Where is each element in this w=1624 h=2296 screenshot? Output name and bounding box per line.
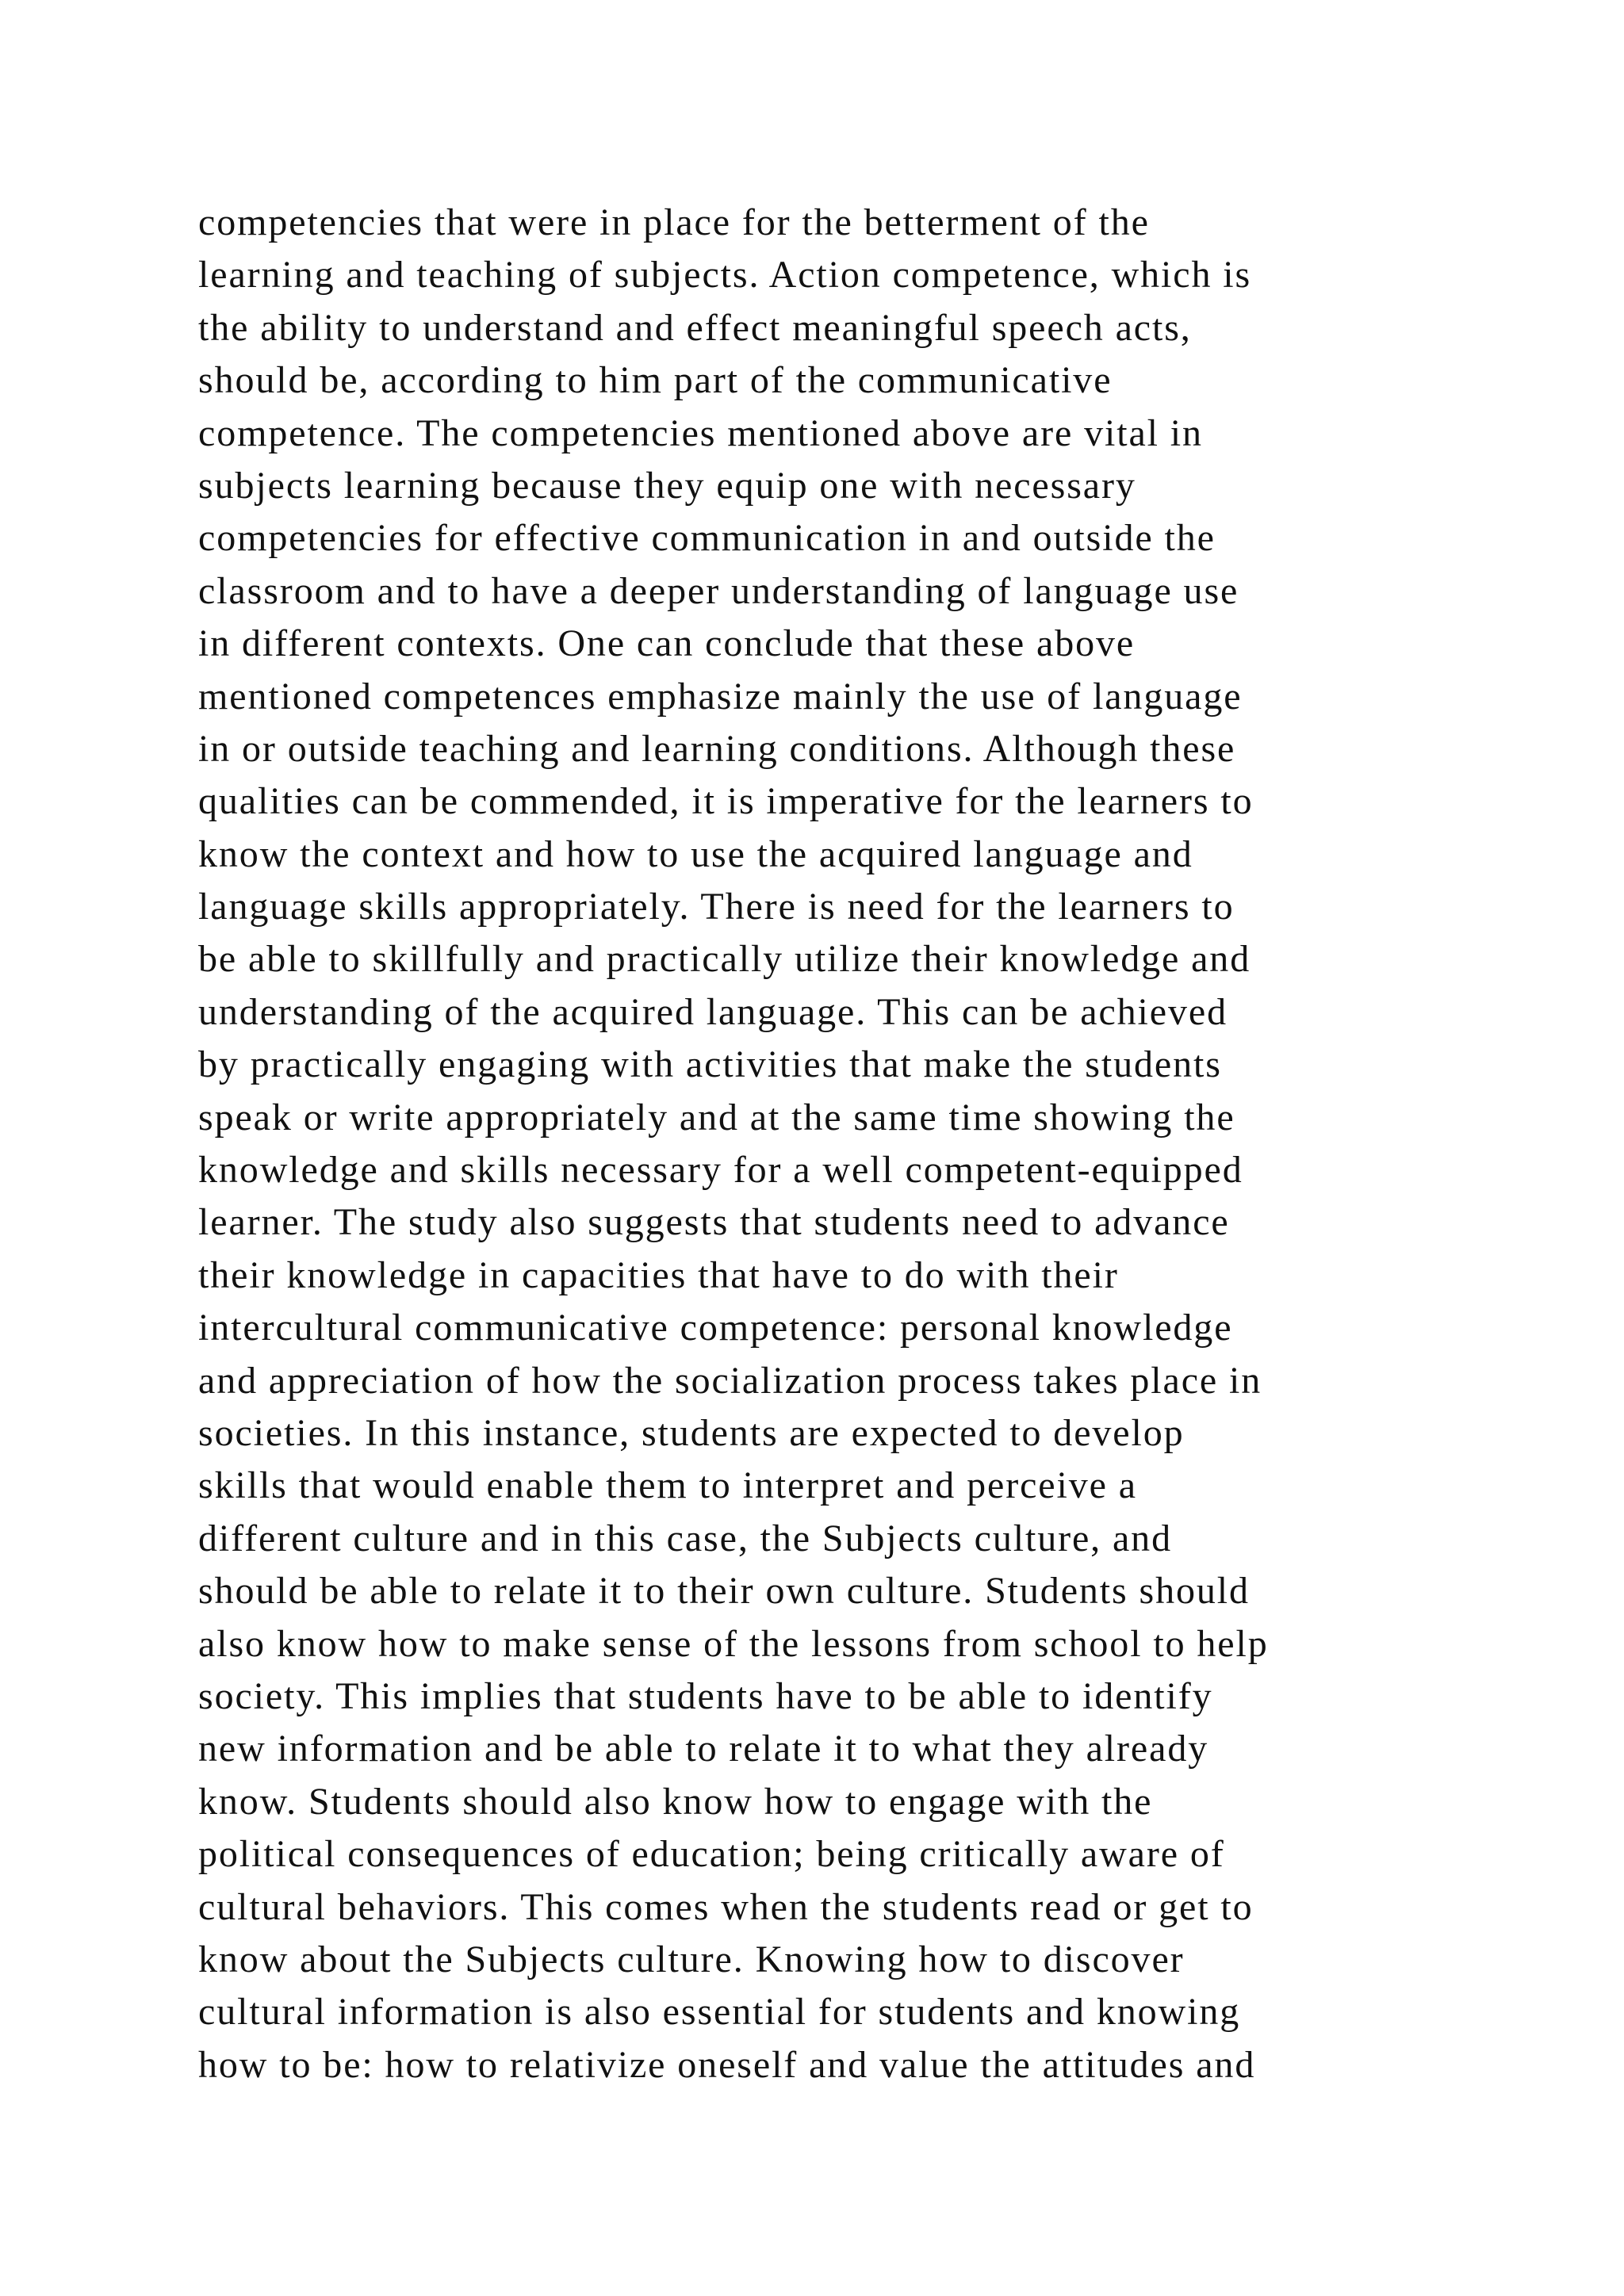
text-line: in different contexts. One can conclude that these above bbox=[198, 622, 1136, 665]
text-line: the ability to understand and effect meaningful speech acts, bbox=[198, 306, 1192, 349]
text-line: society. This implies that students have to be able to identify bbox=[198, 1674, 1213, 1717]
text-line: in or outside teaching and learning conditions. Although these bbox=[198, 727, 1236, 770]
text-line: understanding of the acquired language. This can be achieved bbox=[198, 990, 1228, 1033]
text-line: intercultural communicative competence: personal knowledge bbox=[198, 1307, 1233, 1349]
text-line: their knowledge in capacities that have to do with their bbox=[198, 1253, 1119, 1296]
text-line: political consequences of education; being critically aware of bbox=[198, 1833, 1225, 1876]
text-line: competencies for effective communication in and outside the bbox=[198, 517, 1216, 560]
text-line: know about the Subjects culture. Knowing how to discover bbox=[198, 1938, 1185, 1980]
text-line: competencies that were in place for the betterment of the bbox=[198, 201, 1150, 243]
text-line: by practically engaging with activities that make the students bbox=[198, 1043, 1222, 1086]
text-line: know. Students should also know how to engage with the bbox=[198, 1780, 1153, 1823]
text-line: qualities can be commended, it is imperative for the learners to bbox=[198, 780, 1254, 823]
text-line: new information and be able to relate it to what they already bbox=[198, 1728, 1209, 1770]
text-line: cultural behaviors. This comes when the students read or get to bbox=[198, 1885, 1254, 1928]
text-line: skills that would enable them to interpret and perceive a bbox=[198, 1464, 1137, 1507]
text-line: societies. In this instance, students are expected to develop bbox=[198, 1411, 1185, 1454]
text-line: different culture and in this case, the Subjects culture, and bbox=[198, 1517, 1172, 1559]
text-line: also know how to make sense of the lessons from school to help bbox=[198, 1622, 1269, 1665]
text-line: classroom and to have a deeper understanding of language use bbox=[198, 569, 1239, 612]
text-line: competence. The competencies mentioned above are vital in bbox=[198, 411, 1203, 454]
text-line: should be, according to him part of the communicative bbox=[198, 359, 1113, 402]
text-line: learner. The study also suggests that students need to advance bbox=[198, 1201, 1230, 1244]
text-line: knowledge and skills necessary for a well competent-equipped bbox=[198, 1149, 1243, 1192]
text-line: know the context and how to use the acquired language and bbox=[198, 832, 1193, 875]
text-line: should be able to relate it to their own culture. Students should bbox=[198, 1570, 1250, 1613]
text-line: speak or write appropriately and at the same time showing the bbox=[198, 1096, 1235, 1138]
text-line: language skills appropriately. There is need for the learners to bbox=[198, 886, 1235, 928]
text-line: be able to skillfully and practically utilize their knowledge and bbox=[198, 938, 1251, 981]
text-line: cultural information is also essential for students and knowing bbox=[198, 1991, 1241, 2034]
text-line: learning and teaching of subjects. Action competence, which is bbox=[198, 254, 1252, 297]
body-paragraph bbox=[198, 197, 1435, 2091]
text-line: mentioned competences emphasize mainly the use of language bbox=[198, 675, 1243, 718]
text-line: and appreciation of how the socialization process takes place in bbox=[198, 1359, 1262, 1402]
text-line: subjects learning because they equip one with necessary bbox=[198, 464, 1136, 507]
text-line: how to be: how to relativize oneself and value the attitudes and bbox=[198, 2043, 1256, 2086]
